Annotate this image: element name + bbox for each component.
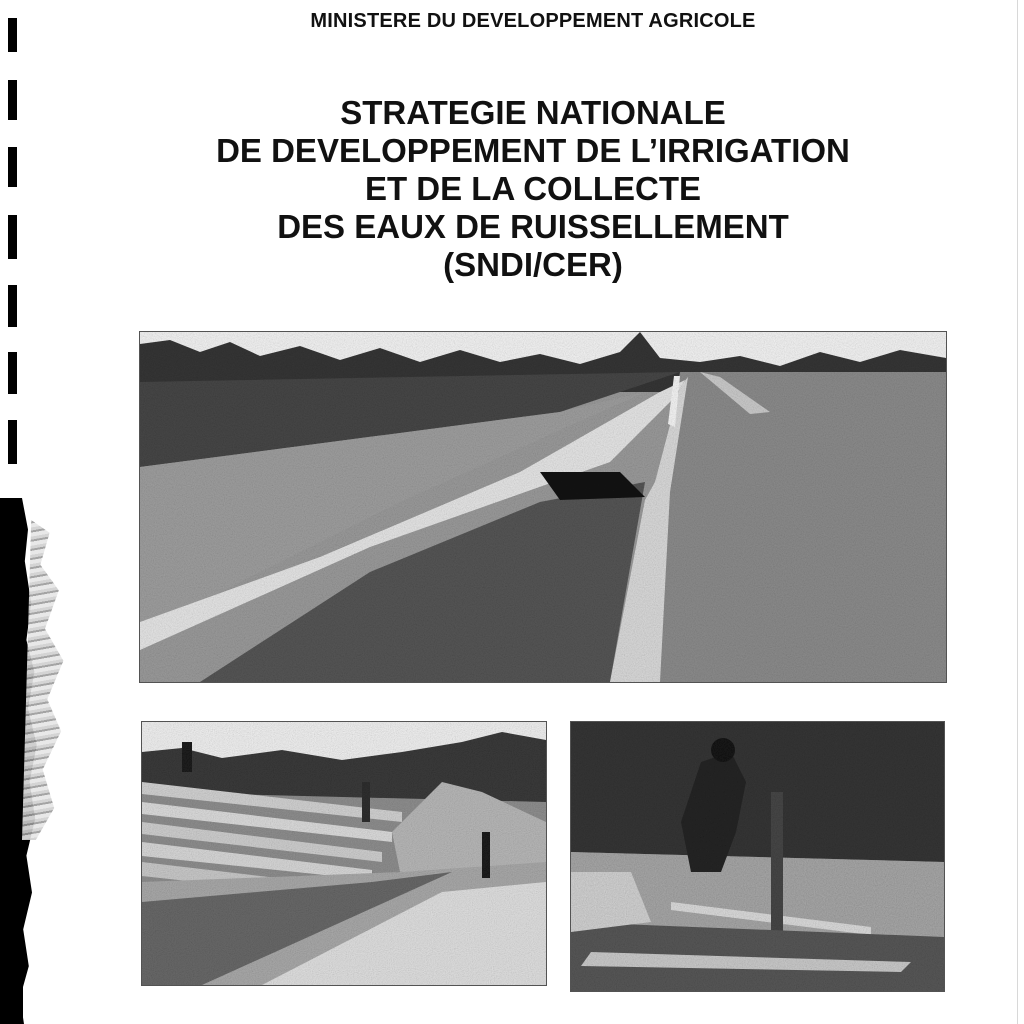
irrigation-canal-photo [139, 331, 947, 683]
title-line: ET DE LA COLLECTE [364, 170, 702, 207]
torn-page-shading [22, 520, 68, 840]
terraced-canal-works-photo [141, 721, 547, 986]
binding-hole [8, 420, 17, 464]
title-line: (SNDI/CER) [443, 246, 623, 283]
binding-hole [14, 985, 23, 1024]
title-line: STRATEGIE NATIONALE [340, 94, 726, 131]
title-line: DES EAUX DE RUISSELLEMENT [277, 208, 789, 245]
title-line: DE DEVELOPPEMENT DE L’IRRIGATION [216, 132, 850, 169]
binding-hole [14, 918, 23, 962]
binding-hole [14, 850, 23, 886]
water-lifting-photo [570, 721, 945, 992]
document-title [0, 94, 1024, 284]
binding-hole [8, 285, 17, 327]
binding-hole [8, 352, 17, 394]
ministry-heading: MINISTERE DU DEVELOPPEMENT AGRICOLE [310, 10, 756, 32]
